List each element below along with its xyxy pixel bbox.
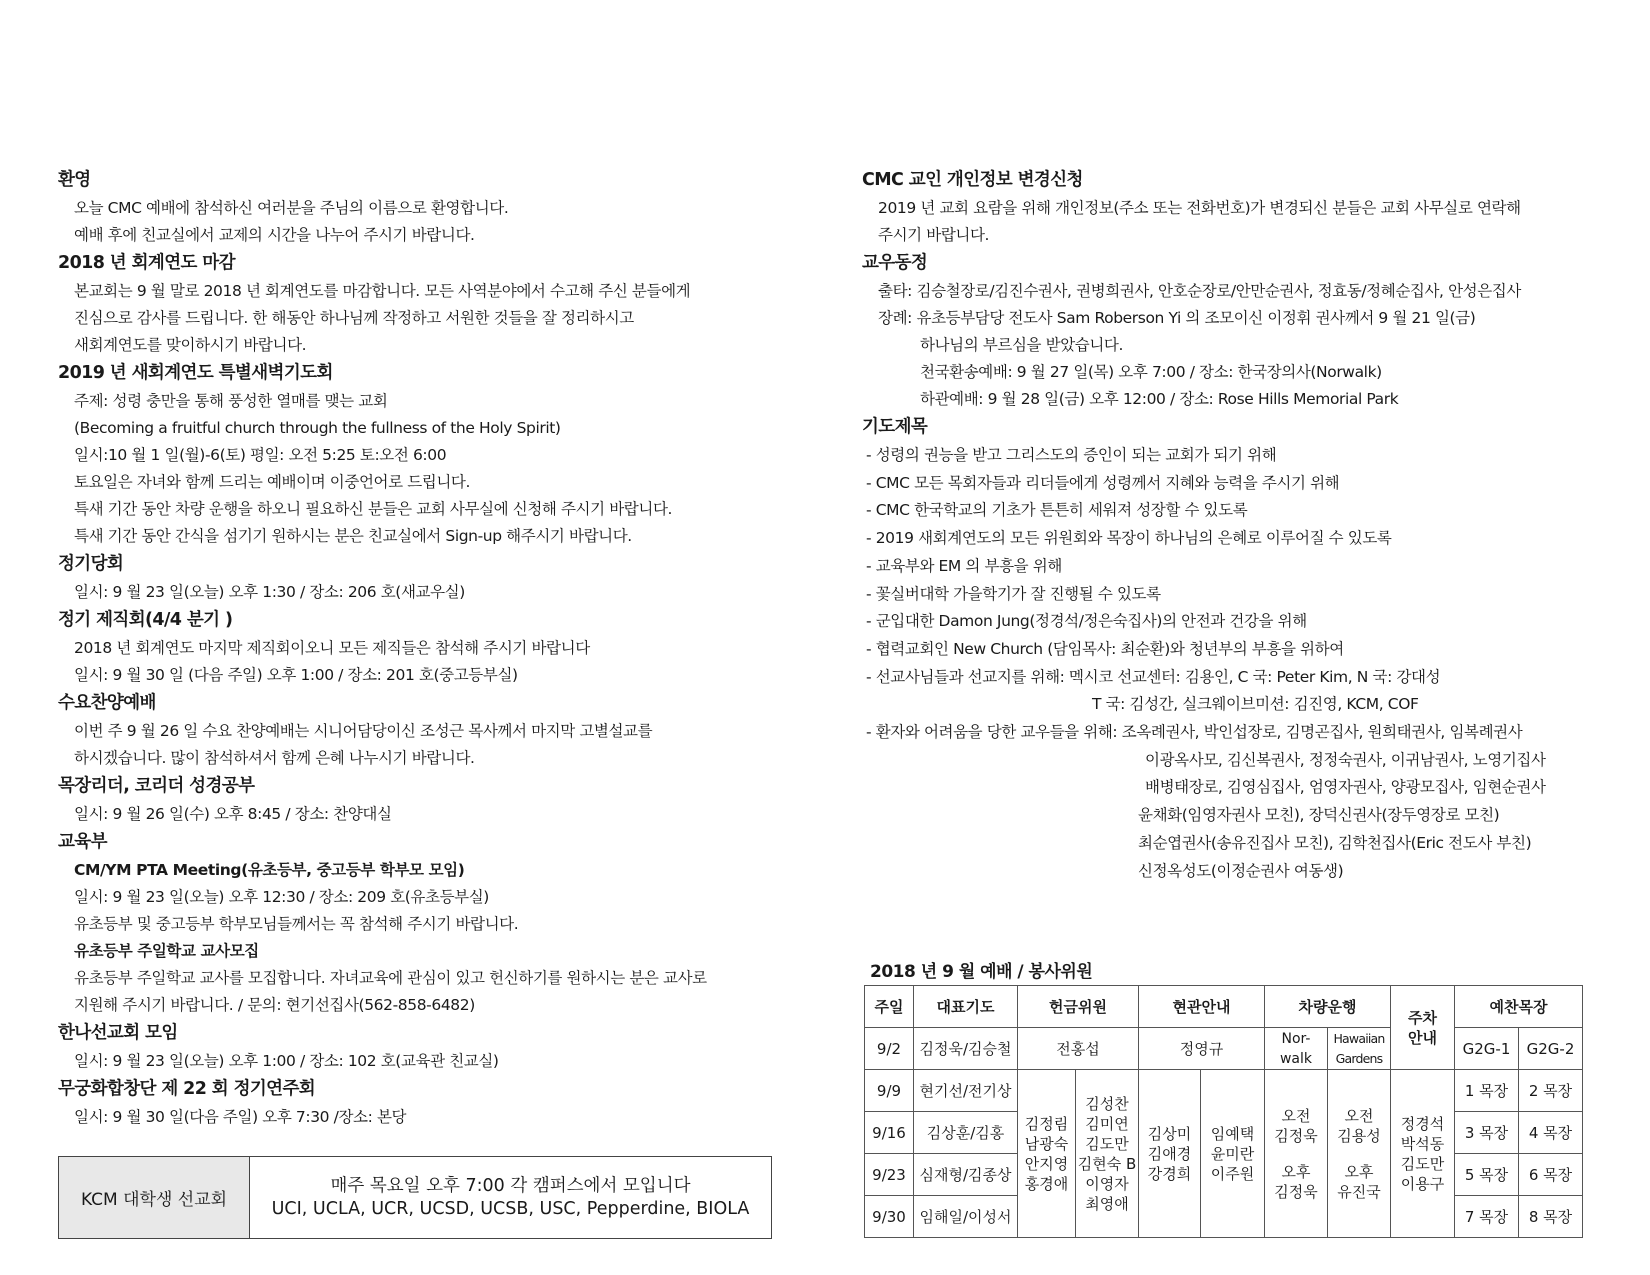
praise-cell: 1 목장 — [1455, 1070, 1519, 1112]
welcome-line: 예배 후에 친교실에서 교제의 시간을 나누어 주시기 바랍니다. — [74, 226, 475, 244]
prayer-sick-cont: 배병태장로, 김영심집사, 엄영자권사, 양광모집사, 임현순권사 — [1145, 778, 1546, 797]
usher-name: 윤미란 — [1210, 1144, 1255, 1163]
schedule-title: 2018 년 9 월 예배 / 봉사위원 — [870, 962, 1093, 982]
prayer-sick-cont: 신정옥성도(이정순권사 여동생) — [1138, 861, 1344, 880]
prayer-item: - 협력교회인 New Church (담임목사: 최순환)와 청년부의 부흥을 위하여 — [866, 639, 1344, 658]
fiscal-line: 본교회는 9 월 말로 2018 년 회계연도를 마감합니다. 모든 사역분야에서 수고해 주신 분들에게 — [74, 282, 691, 300]
table-header-row — [865, 986, 1583, 1028]
norwalk-drivers — [1265, 1070, 1328, 1238]
row-prayer: 임해일/이성서 — [914, 1196, 1018, 1238]
offering-name: 김정림 — [1024, 1114, 1069, 1133]
row-date: 9/16 — [865, 1112, 914, 1154]
parking-name: 김도만 — [1400, 1154, 1445, 1173]
prayer-item: - 선교사님들과 선교지를 위해: 멕시코 선교센터: 김용인, C 국: Peter Kim, N 국: 강대성 — [866, 667, 1441, 686]
driver-label: 오전 — [1281, 1106, 1311, 1125]
offering-name: 홍경애 — [1024, 1174, 1069, 1193]
fiscal-line: 새회계연도를 맞이하시기 바랍니다. — [74, 336, 307, 354]
row-offering: 전홍섭 — [1018, 1028, 1139, 1070]
offering-name: 최영애 — [1085, 1194, 1129, 1213]
row-prayer: 현기선/전기상 — [914, 1070, 1018, 1112]
kcm-box — [58, 1156, 772, 1239]
sub-header-g2g1: G2G-1 — [1455, 1028, 1519, 1070]
driver-spacer — [1328, 1146, 1390, 1162]
wednesday-line: 하시겠습니다. 많이 참석하셔서 함께 은혜 나누시기 바랍니다. — [74, 749, 475, 767]
prayer-title: 기도제목 — [862, 417, 928, 437]
session-line: 일시: 9 월 23 일(오늘) 오후 1:30 / 장소: 206 호(새교우실) — [74, 583, 465, 601]
offering-group-b — [1076, 1070, 1139, 1238]
usher-name: 강경희 — [1147, 1164, 1192, 1183]
dawn-line: 특새 기간 동안 차량 운행을 하오니 필요하신 분들은 교회 사무실에 신청해 주시기 바랍니다. — [74, 500, 673, 518]
prayer-item: - CMC 한국학교의 기초가 튼튼히 세워져 성장할 수 있도록 — [866, 501, 1248, 520]
prayer-missions-cont: T 국: 김성간, 실크웨이브미션: 김진영, KCM, COF — [1092, 695, 1419, 714]
offering-name: 김성찬 — [1085, 1094, 1129, 1113]
header-usher: 현관안내 — [1139, 986, 1265, 1028]
offering-name: 이영자 — [1085, 1174, 1129, 1193]
usher-name: 임예택 — [1210, 1124, 1255, 1143]
row-date: 9/30 — [865, 1196, 914, 1238]
header-parking-line1: 주차 — [1408, 1008, 1437, 1027]
prayer-sick-cont: 이광옥사모, 김신복권사, 정정숙권사, 이귀남권사, 노영기집사 — [1145, 750, 1546, 769]
praise-cell: 4 목장 — [1519, 1112, 1583, 1154]
driver-name: 김정욱 — [1274, 1126, 1318, 1145]
leaders-title: 목장리더, 코리더 성경공부 — [58, 776, 255, 796]
hawaiian-drivers — [1328, 1070, 1391, 1238]
prayer-sick: - 환자와 어려움을 당한 교우들을 위해: 조옥례권사, 박인섭장로, 김명곤집사, 원희태권사, 임복례권사 — [866, 723, 1523, 742]
news-funeral-cont: 하나님의 부르심을 받았습니다. — [920, 336, 1124, 354]
usher-group-b — [1201, 1070, 1265, 1238]
hanna-title: 한나선교회 모임 — [58, 1023, 178, 1043]
header-praise: 예찬목장 — [1455, 986, 1583, 1028]
sub-header-hawaiian — [1328, 1028, 1391, 1070]
hawaiian-line1: Hawaiian — [1333, 1030, 1385, 1046]
pta-line: 일시: 9 월 23 일(오늘) 오후 12:30 / 장소: 209 호(유초등부실) — [74, 888, 489, 906]
usher-group-a — [1139, 1070, 1201, 1238]
teacher-line: 지원해 주시기 바랍니다. / 문의: 현기선집사(562-858-6482) — [74, 996, 475, 1014]
prayer-item: - 교육부와 EM 의 부흥을 위해 — [866, 556, 1062, 575]
usher-name: 이주원 — [1210, 1164, 1255, 1183]
welcome-title: 환영 — [58, 170, 91, 190]
header-parking — [1391, 986, 1455, 1070]
offering-name: 김현숙 B — [1077, 1154, 1137, 1173]
dawn-line: 토요일은 자녀와 함께 드리는 예배이며 이중언어로 드립니다. — [74, 473, 471, 491]
dawn-line: 일시:10 월 1 일(월)-6(토) 평일: 오전 5:25 토:오전 6:00 — [74, 446, 447, 464]
praise-cell: 5 목장 — [1455, 1154, 1519, 1196]
norwalk-line1: Nor- — [1281, 1030, 1311, 1047]
offering-group-a — [1018, 1070, 1076, 1238]
hawaiian-line2: Gardens — [1335, 1050, 1383, 1066]
dawn-line: (Becoming a fruitful church through the fullness of the Holy Spirit) — [74, 419, 561, 437]
row-date: 9/23 — [865, 1154, 914, 1196]
driver-spacer — [1265, 1146, 1327, 1162]
sub-header-norwalk — [1265, 1028, 1328, 1070]
praise-cell: 8 목장 — [1519, 1196, 1583, 1238]
prayer-item: - 성령의 권능을 받고 그리스도의 증인이 되는 교회가 되기 위해 — [866, 446, 1277, 464]
row-date: 9/9 — [865, 1070, 914, 1112]
praise-cell: 3 목장 — [1455, 1112, 1519, 1154]
driver-label: 오후 — [1344, 1162, 1374, 1181]
info-line: 2019 년 교회 요람을 위해 개인정보(주소 또는 전화번호)가 변경되신 분들은 교회 사무실로 연락해 — [878, 199, 1521, 217]
officers-line: 2018 년 회계연도 마지막 제직회이오니 모든 제직들은 참석해 주시기 바랍니다 — [74, 639, 590, 657]
schedule-table — [864, 985, 1583, 1238]
parking-group — [1391, 1070, 1455, 1238]
wednesday-title: 수요찬양예배 — [58, 693, 156, 713]
right-column — [862, 166, 1602, 885]
row-usher: 정영규 — [1139, 1028, 1265, 1070]
driver-name: 김정욱 — [1274, 1182, 1318, 1201]
row-date: 9/2 — [865, 1028, 914, 1070]
norwalk-line2: walk — [1279, 1050, 1313, 1067]
prayer-item: - 2019 새회계연도의 모든 위원회와 목장이 하나님의 은혜로 이루어질 수 있도록 — [866, 529, 1392, 548]
table-row — [865, 1028, 1583, 1070]
offering-name: 안지영 — [1024, 1154, 1069, 1173]
prayer-sick-cont: 최순엽권사(송유진집사 모친), 김학천집사(Eric 전도사 부친) — [1138, 833, 1532, 852]
dawn-title: 2019 년 새회계연도 특별새벽기도회 — [58, 363, 333, 383]
news-burial: 하관예배: 9 월 28 일(금) 오후 12:00 / 장소: Rose Hills Memorial Park — [920, 390, 1399, 408]
welcome-line: 오늘 CMC 예배에 참석하신 여러분을 주님의 이름으로 환영합니다. — [74, 199, 509, 217]
praise-cell: 7 목장 — [1455, 1196, 1519, 1238]
fiscal-line: 진심으로 감사를 드립니다. 한 해동안 하나님께 작정하고 서원한 것들을 잘 정리하시고 — [74, 309, 634, 327]
choir-line: 일시: 9 월 30 일(다음 주일) 오후 7:30 /장소: 본당 — [74, 1108, 407, 1126]
driver-name: 김용성 — [1337, 1126, 1381, 1145]
kcm-content — [250, 1157, 771, 1238]
pta-subtitle: CM/YM PTA Meeting(유초등부, 중고등부 학부모 모임) — [74, 861, 465, 879]
sub-header-g2g2: G2G-2 — [1519, 1028, 1583, 1070]
info-title: CMC 교인 개인정보 변경신청 — [862, 170, 1083, 190]
officers-title: 정기 제직회(4/4 분기 ) — [58, 610, 233, 630]
officers-line: 일시: 9 월 30 일 (다음 주일) 오후 1:00 / 장소: 201 호(중고등부실) — [74, 666, 518, 684]
header-vehicle: 차량운행 — [1265, 986, 1391, 1028]
table-row — [865, 1070, 1583, 1112]
usher-name: 김상미 — [1147, 1124, 1192, 1143]
header-parking-line2: 안내 — [1408, 1028, 1437, 1047]
pta-line: 유초등부 및 중고등부 학부모님들께서는 꼭 참석해 주시기 바랍니다. — [74, 915, 519, 933]
fiscal-title: 2018 년 회계연도 마감 — [58, 253, 235, 273]
header-date: 주일 — [865, 986, 914, 1028]
offering-name: 남광숙 — [1024, 1134, 1069, 1153]
info-line: 주시기 바랍니다. — [878, 226, 990, 244]
dawn-line: 특새 기간 동안 간식을 섬기기 원하시는 분은 친교실에서 Sign-up 해주시기 바랍니다. — [74, 527, 632, 545]
parking-name: 이용구 — [1400, 1174, 1445, 1193]
hanna-line: 일시: 9 월 23 일(오늘) 오후 1:00 / 장소: 102 호(교육관 친교실) — [74, 1052, 499, 1070]
news-funeral: 장례: 유초등부담당 전도사 Sam Roberson Yi 의 조모이신 이정휘 권사께서 9 월 21 일(금) — [878, 309, 1476, 327]
praise-cell: 6 목장 — [1519, 1154, 1583, 1196]
usher-name: 김애경 — [1147, 1144, 1192, 1163]
row-prayer: 김정욱/김승철 — [914, 1028, 1018, 1070]
news-service: 천국환송예배: 9 월 27 일(목) 오후 7:00 / 장소: 한국장의사(Norwalk) — [920, 363, 1382, 381]
leaders-line: 일시: 9 월 26 일(수) 오후 8:45 / 장소: 찬양대실 — [74, 805, 392, 823]
prayer-item: - 군입대한 Damon Jung(정경석/정은숙집사)의 안전과 건강을 위해 — [866, 612, 1307, 631]
teacher-subtitle: 유초등부 주일학교 교사모집 — [74, 942, 259, 960]
teacher-line: 유초등부 주일학교 교사를 모집합니다. 자녀교육에 관심이 있고 헌신하기를 원하시는 분은 교사로 — [74, 969, 707, 987]
parking-name: 박석동 — [1400, 1134, 1445, 1153]
kcm-line1: 매주 목요일 오후 7:00 각 캠퍼스에서 모입니다 — [330, 1175, 691, 1196]
row-prayer: 심재형/김종상 — [914, 1154, 1018, 1196]
header-offering: 헌금위원 — [1018, 986, 1139, 1028]
choir-title: 무궁화합창단 제 22 회 정기연주회 — [58, 1079, 316, 1099]
prayer-item: - 꽃실버대학 가을학기가 잘 진행될 수 있도록 — [866, 584, 1161, 603]
offering-name: 김미연 — [1085, 1114, 1129, 1133]
driver-label: 오전 — [1344, 1106, 1374, 1125]
session-title: 정기당회 — [58, 554, 124, 574]
prayer-sick-cont: 윤채화(임영자권사 모친), 장덕신권사(장두영장로 모친) — [1138, 806, 1500, 825]
left-column — [58, 166, 778, 1131]
praise-cell: 2 목장 — [1519, 1070, 1583, 1112]
dawn-line: 주제: 성령 충만을 통해 풍성한 열매를 맺는 교회 — [74, 392, 388, 410]
news-travel: 출타: 김승철장로/김진수권사, 권병희권사, 안호순장로/안만순권사, 정효동/정혜순집사, 안성은집사 — [878, 282, 1521, 300]
kcm-line2: UCI, UCLA, UCR, UCSD, UCSB, USC, Pepperdine, BIOLA — [271, 1198, 750, 1219]
wednesday-line: 이번 주 9 월 26 일 수요 찬양예배는 시니어담당이신 조성근 목사께서 마지막 고별설교를 — [74, 722, 653, 740]
kcm-label: KCM 대학생 선교회 — [59, 1157, 250, 1238]
news-title: 교우동정 — [862, 253, 928, 273]
prayer-item: - CMC 모든 목회자들과 리더들에게 성령께서 지혜와 능력을 주시기 위해 — [866, 473, 1340, 492]
parking-name: 정경석 — [1400, 1114, 1445, 1133]
driver-name: 유진국 — [1337, 1182, 1381, 1201]
offering-name: 김도만 — [1085, 1134, 1129, 1153]
header-prayer: 대표기도 — [914, 986, 1018, 1028]
driver-label: 오후 — [1281, 1162, 1311, 1181]
education-title: 교육부 — [58, 832, 107, 852]
row-prayer: 김상훈/김홍 — [914, 1112, 1018, 1154]
